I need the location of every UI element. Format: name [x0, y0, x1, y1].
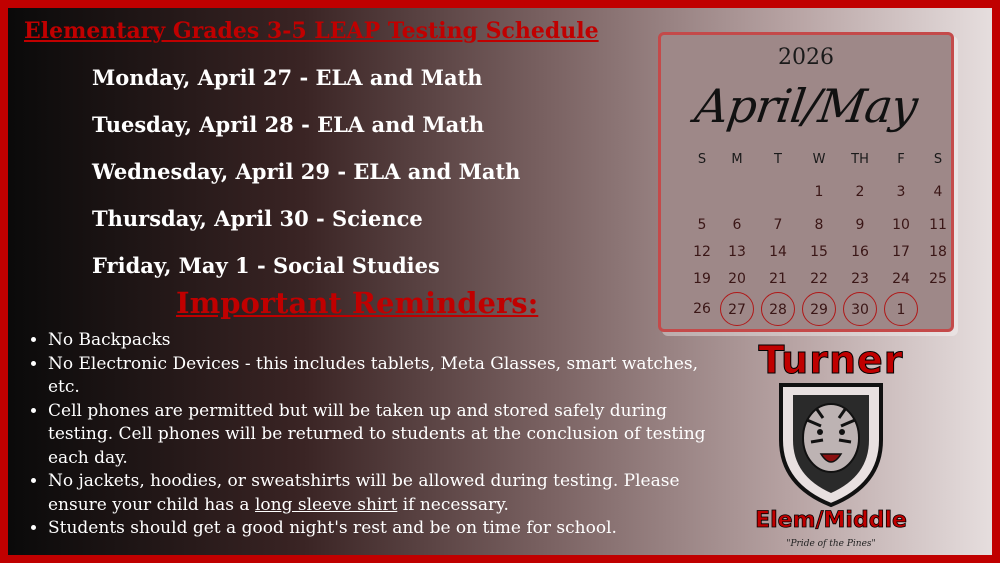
schedule-item-friday: Friday, May 1 - Social Studies	[92, 253, 440, 278]
calendar-day: 25	[929, 271, 947, 287]
weekday-label: S	[697, 152, 707, 167]
calendar-day: 22	[810, 271, 828, 287]
weekday-label: T	[774, 152, 782, 167]
calendar-day: 3	[896, 184, 906, 200]
weekday-label: W	[812, 152, 826, 167]
calendar-month: April/May	[691, 79, 921, 133]
calendar-day: 9	[855, 217, 865, 233]
weekday-label: S	[933, 152, 943, 167]
reminders-list	[30, 329, 728, 541]
calendar-day: 19	[693, 271, 711, 287]
calendar-day: 24	[892, 271, 910, 287]
reminder-text: No jackets, hoodies, or sweatshirts will be allowed during testing. Please ensure your child has a	[48, 471, 680, 515]
reminder-item: • No Electronic Devices - this includes tablets, Meta Glasses, smart watches, etc.	[48, 353, 728, 400]
reminder-item: • Students should get a good night's rest and be on time for school.	[48, 517, 728, 541]
calendar-day: 29	[802, 292, 836, 326]
logo-motto: "Pride of the Pines"	[786, 539, 876, 549]
logo-name: Turner	[758, 338, 904, 382]
calendar-year: 2026	[778, 45, 834, 70]
calendar-day: 23	[851, 271, 869, 287]
weekday-label: TH	[851, 152, 869, 167]
calendar-day: 30	[843, 292, 877, 326]
calendar-day: 27	[720, 292, 754, 326]
calendar-day: 20	[728, 271, 746, 287]
calendar-day: 16	[851, 244, 869, 260]
reminder-underlined-text: long sleeve shirt	[254, 494, 398, 515]
calendar-day: 28	[761, 292, 795, 326]
calendar-day: 14	[769, 244, 787, 260]
calendar-day: 6	[732, 217, 742, 233]
calendar-day: 1	[884, 292, 918, 326]
school-logo	[746, 338, 916, 555]
reminders-heading: Important Reminders:	[176, 286, 539, 320]
calendar	[658, 32, 954, 332]
slide	[8, 8, 992, 555]
calendar-day: 15	[810, 244, 828, 260]
reminder-item: • No Backpacks	[48, 329, 728, 353]
calendar-day: 4	[933, 184, 943, 200]
schedule-item-tuesday: Tuesday, April 28 - ELA and Math	[92, 112, 485, 137]
schedule-item-wednesday: Wednesday, April 29 - ELA and Math	[92, 159, 521, 184]
calendar-day: 2	[855, 184, 865, 200]
schedule-item-thursday: Thursday, April 30 - Science	[92, 206, 423, 231]
calendar-day: 1	[814, 184, 824, 200]
calendar-day: 5	[697, 217, 707, 233]
calendar-day: 17	[892, 244, 910, 260]
reminder-item: • Cell phones are permitted but will be taken up and stored safely during testing. Cell phones will be returned to students at the conclusion of testing each day.	[48, 400, 728, 471]
reminder-text: if necessary.	[397, 494, 509, 515]
calendar-day: 8	[814, 217, 824, 233]
calendar-day: 26	[693, 301, 711, 317]
weekday-label: F	[897, 152, 905, 167]
calendar-day: 13	[728, 244, 746, 260]
calendar-day: 12	[693, 244, 711, 260]
schedule-item-monday: Monday, April 27 - ELA and Math	[92, 65, 483, 90]
tiger-shield-icon	[771, 380, 891, 510]
weekday-label: M	[731, 152, 743, 167]
calendar-day: 10	[892, 217, 910, 233]
reminder-item	[48, 470, 728, 517]
calendar-day: 11	[929, 217, 947, 233]
calendar-day: 18	[929, 244, 947, 260]
page-title: Elementary Grades 3-5 LEAP Testing Schedule	[24, 18, 599, 44]
calendar-day: 7	[773, 217, 783, 233]
logo-subtitle: Elem/Middle	[755, 508, 907, 533]
calendar-day: 21	[769, 271, 787, 287]
